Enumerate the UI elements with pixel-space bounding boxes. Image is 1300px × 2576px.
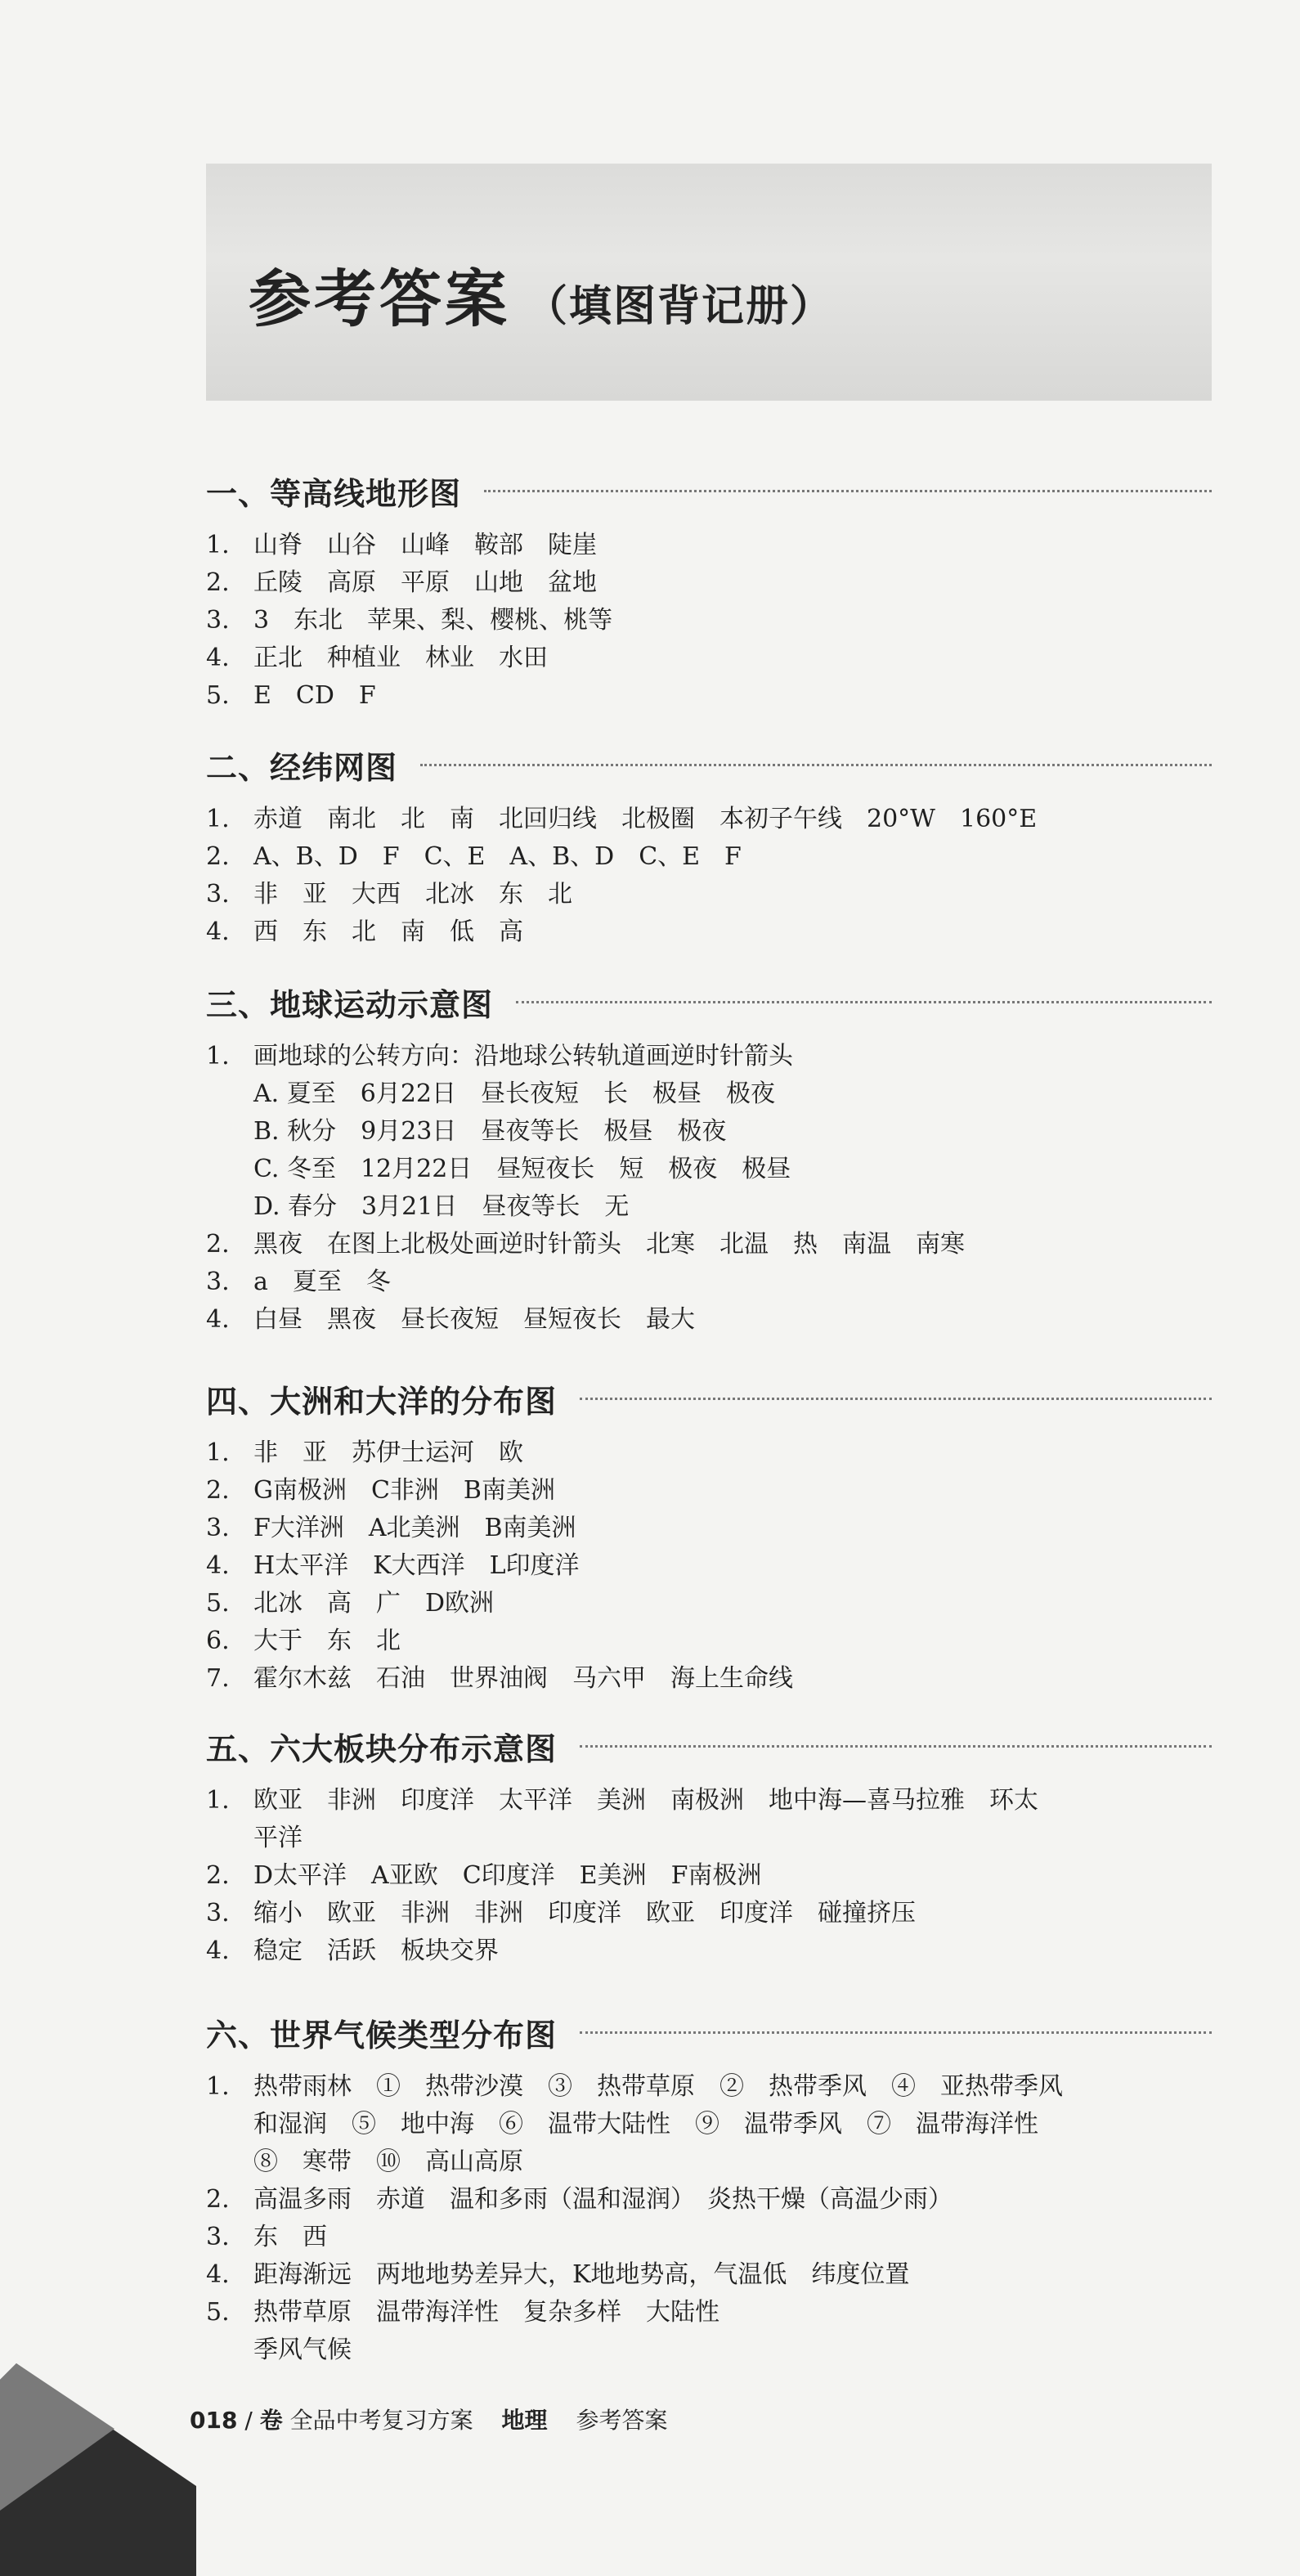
page-footer <box>190 2403 667 2435</box>
title-banner <box>206 164 1212 401</box>
answer-item <box>206 1895 1212 1932</box>
item-number: 1. <box>206 531 230 559</box>
item-number: 2. <box>206 1230 230 1259</box>
section-title: 四、大洲和大洋的分布图 <box>206 1383 558 1420</box>
answer-list <box>206 1434 1212 1698</box>
item-number: 2. <box>206 1476 230 1505</box>
item-text: 黑夜 在图上北极处画逆时针箭头 北寒 北温 热 南温 南寒 <box>253 1230 965 1259</box>
volume-mark: 卷 <box>259 2407 283 2434</box>
title-text: 参考答案 <box>249 263 510 335</box>
section-title: 二、经纬网图 <box>206 749 398 786</box>
item-number: 5. <box>206 681 230 710</box>
item-text: 稳定 活跃 板块交界 <box>253 1936 499 1965</box>
item-text: 非 亚 大西 北冰 东 北 <box>253 880 572 909</box>
answer-item <box>206 2294 1212 2331</box>
item-text: 西 东 北 南 低 高 <box>253 918 523 946</box>
dotted-rule <box>420 764 1212 766</box>
answer-section <box>206 466 1212 715</box>
item-number: 2. <box>206 1861 230 1890</box>
item-text: ⑧ 寒带 ⑩ 高山高原 <box>253 2147 523 2176</box>
answer-list <box>206 1782 1212 1970</box>
section-header <box>206 466 1212 515</box>
answer-item <box>206 1151 1212 1188</box>
answer-section <box>206 740 1212 951</box>
item-number: 3. <box>206 1268 230 1296</box>
item-number: 1. <box>206 1042 230 1070</box>
section-title: 一、等高线地形图 <box>206 475 462 512</box>
dotted-rule <box>484 490 1212 492</box>
answer-section <box>206 2008 1212 2369</box>
answer-list <box>206 1038 1212 1339</box>
answer-section <box>206 1374 1212 1698</box>
item-text: D太平洋 A亚欧 C印度洋 E美洲 F南极洲 <box>253 1861 762 1890</box>
answer-item <box>206 1075 1212 1113</box>
dotted-rule <box>580 1745 1212 1748</box>
answer-item <box>206 801 1212 838</box>
answer-section <box>206 1721 1212 1970</box>
item-text: 北冰 高 广 D欧洲 <box>253 1589 495 1618</box>
item-number: 1. <box>206 2072 230 2101</box>
item-number: 6. <box>206 1627 230 1655</box>
answer-item <box>206 677 1212 715</box>
answer-list <box>206 2068 1212 2369</box>
item-number: 4. <box>206 918 230 946</box>
answer-item <box>206 1622 1212 1660</box>
book-title: 全品中考复习方案 <box>289 2407 473 2434</box>
section-header <box>206 1721 1212 1770</box>
item-number: 3. <box>206 1514 230 1542</box>
item-number: 3. <box>206 880 230 909</box>
answer-item <box>206 2143 1212 2181</box>
item-text: 霍尔木兹 石油 世界油阀 马六甲 海上生命线 <box>253 1664 793 1693</box>
answer-item <box>206 1932 1212 1970</box>
dotted-rule <box>580 2031 1212 2034</box>
answer-item <box>206 1434 1212 1472</box>
item-text: 白昼 黑夜 昼长夜短 昼短夜长 最大 <box>253 1305 695 1334</box>
item-text: 热带草原 温带海洋性 复杂多样 大陆性 <box>253 2298 719 2327</box>
item-text: 欧亚 非洲 印度洋 太平洋 美洲 南极洲 地中海—喜马拉雅 环太 <box>253 1786 1038 1815</box>
answer-item <box>206 2068 1212 2106</box>
section-title: 三、地球运动示意图 <box>206 986 494 1023</box>
item-number: 4. <box>206 644 230 672</box>
item-text: G南极洲 C非洲 B南美洲 <box>253 1476 555 1505</box>
item-text: 山脊 山谷 山峰 鞍部 陡崖 <box>253 531 597 559</box>
title-subtitle: （填图背记册） <box>525 282 835 331</box>
item-number: 1. <box>206 1438 230 1467</box>
page-number: 018 <box>190 2407 238 2434</box>
footer-separator: / <box>244 2407 253 2434</box>
answer-item <box>206 1585 1212 1622</box>
item-number: 7. <box>206 1664 230 1693</box>
item-text: H太平洋 K大西洋 L印度洋 <box>253 1551 580 1580</box>
item-text: 高温多雨 赤道 温和多雨（温和湿润） 炎热干燥（高温少雨） <box>253 2185 953 2214</box>
item-text: a 夏至 冬 <box>253 1268 391 1296</box>
section-title: 五、六大板块分布示意图 <box>206 1730 558 1767</box>
item-number: 4. <box>206 2260 230 2289</box>
answer-item <box>206 1472 1212 1510</box>
answer-item <box>206 1226 1212 1263</box>
item-text: A. 夏至 6月22日 昼长夜短 长 极昼 极夜 <box>253 1079 775 1108</box>
item-number: 4. <box>206 1936 230 1965</box>
answer-item <box>206 1301 1212 1339</box>
page-title <box>249 249 834 339</box>
item-text: F大洋洲 A北美洲 B南美洲 <box>253 1514 576 1542</box>
dotted-rule <box>516 1001 1212 1003</box>
answer-item <box>206 640 1212 677</box>
answer-item <box>206 2256 1212 2294</box>
subject-label: 地理 <box>501 2407 548 2434</box>
item-text: A、B、D F C、E A、B、D C、E F <box>253 842 742 871</box>
answer-item <box>206 1263 1212 1301</box>
answer-item <box>206 2219 1212 2256</box>
item-number: 2. <box>206 2185 230 2214</box>
section-label: 参考答案 <box>576 2407 668 2434</box>
item-text: C. 冬至 12月22日 昼短夜长 短 极夜 极昼 <box>253 1155 791 1183</box>
section-header <box>206 2008 1212 2057</box>
item-text: 和湿润 ⑤ 地中海 ⑥ 温带大陆性 ⑨ 温带季风 ⑦ 温带海洋性 <box>253 2110 1038 2138</box>
answer-item <box>206 564 1212 602</box>
answer-item <box>206 1510 1212 1547</box>
item-number: 2. <box>206 568 230 597</box>
item-number: 4. <box>206 1551 230 1580</box>
answer-list <box>206 801 1212 951</box>
answer-item <box>206 527 1212 564</box>
answer-item <box>206 913 1212 951</box>
item-text: 热带雨林 ① 热带沙漠 ③ 热带草原 ② 热带季风 ④ 亚热带季风 <box>253 2072 1063 2101</box>
item-text: 东 西 <box>253 2223 327 2251</box>
answer-item <box>206 2331 1212 2369</box>
item-text: 赤道 南北 北 南 北回归线 北极圈 本初子午线 20°W 160°E <box>253 805 1038 833</box>
item-text: 画地球的公转方向：沿地球公转轨道画逆时针箭头 <box>253 1042 793 1070</box>
answer-item <box>206 1113 1212 1151</box>
item-text: 季风气候 <box>253 2336 352 2364</box>
answer-item <box>206 1038 1212 1075</box>
item-number: 5. <box>206 2298 230 2327</box>
answer-section <box>206 977 1212 1339</box>
item-text: 大于 东 北 <box>253 1627 401 1655</box>
dotted-rule <box>580 1398 1212 1400</box>
answer-item <box>206 2181 1212 2219</box>
item-text: 平洋 <box>253 1824 303 1852</box>
answer-item <box>206 876 1212 913</box>
item-text: 非 亚 苏伊士运河 欧 <box>253 1438 523 1467</box>
item-text: 距海渐远 两地地势差异大，K地地势高，气温低 纬度位置 <box>253 2260 910 2289</box>
item-number: 1. <box>206 1786 230 1815</box>
answer-item <box>206 1857 1212 1895</box>
item-text: E CD F <box>253 681 376 710</box>
corner-decoration <box>0 2363 196 2576</box>
item-number: 5. <box>206 1589 230 1618</box>
item-number: 3. <box>206 606 230 635</box>
section-title: 六、世界气候类型分布图 <box>206 2017 558 2053</box>
item-number: 3. <box>206 1899 230 1928</box>
item-text: 缩小 欧亚 非洲 非洲 印度洋 欧亚 印度洋 碰撞挤压 <box>253 1899 916 1928</box>
item-text: 3 东北 苹果、梨、樱桃、桃等 <box>253 606 613 635</box>
answer-item <box>206 838 1212 876</box>
item-text: D. 春分 3月21日 昼夜等长 无 <box>253 1192 630 1221</box>
answer-item <box>206 1547 1212 1585</box>
answer-list <box>206 527 1212 715</box>
answer-item <box>206 1820 1212 1857</box>
section-header <box>206 740 1212 789</box>
item-text: 正北 种植业 林业 水田 <box>253 644 548 672</box>
item-text: B. 秋分 9月23日 昼夜等长 极昼 极夜 <box>253 1117 727 1146</box>
answer-item <box>206 2106 1212 2143</box>
item-number: 1. <box>206 805 230 833</box>
answer-item <box>206 1188 1212 1226</box>
item-text: 丘陵 高原 平原 山地 盆地 <box>253 568 597 597</box>
item-number: 2. <box>206 842 230 871</box>
answer-item <box>206 1782 1212 1820</box>
item-number: 3. <box>206 2223 230 2251</box>
answer-item <box>206 1660 1212 1698</box>
item-number: 4. <box>206 1305 230 1334</box>
section-header <box>206 977 1212 1026</box>
section-header <box>206 1374 1212 1423</box>
answer-item <box>206 602 1212 640</box>
